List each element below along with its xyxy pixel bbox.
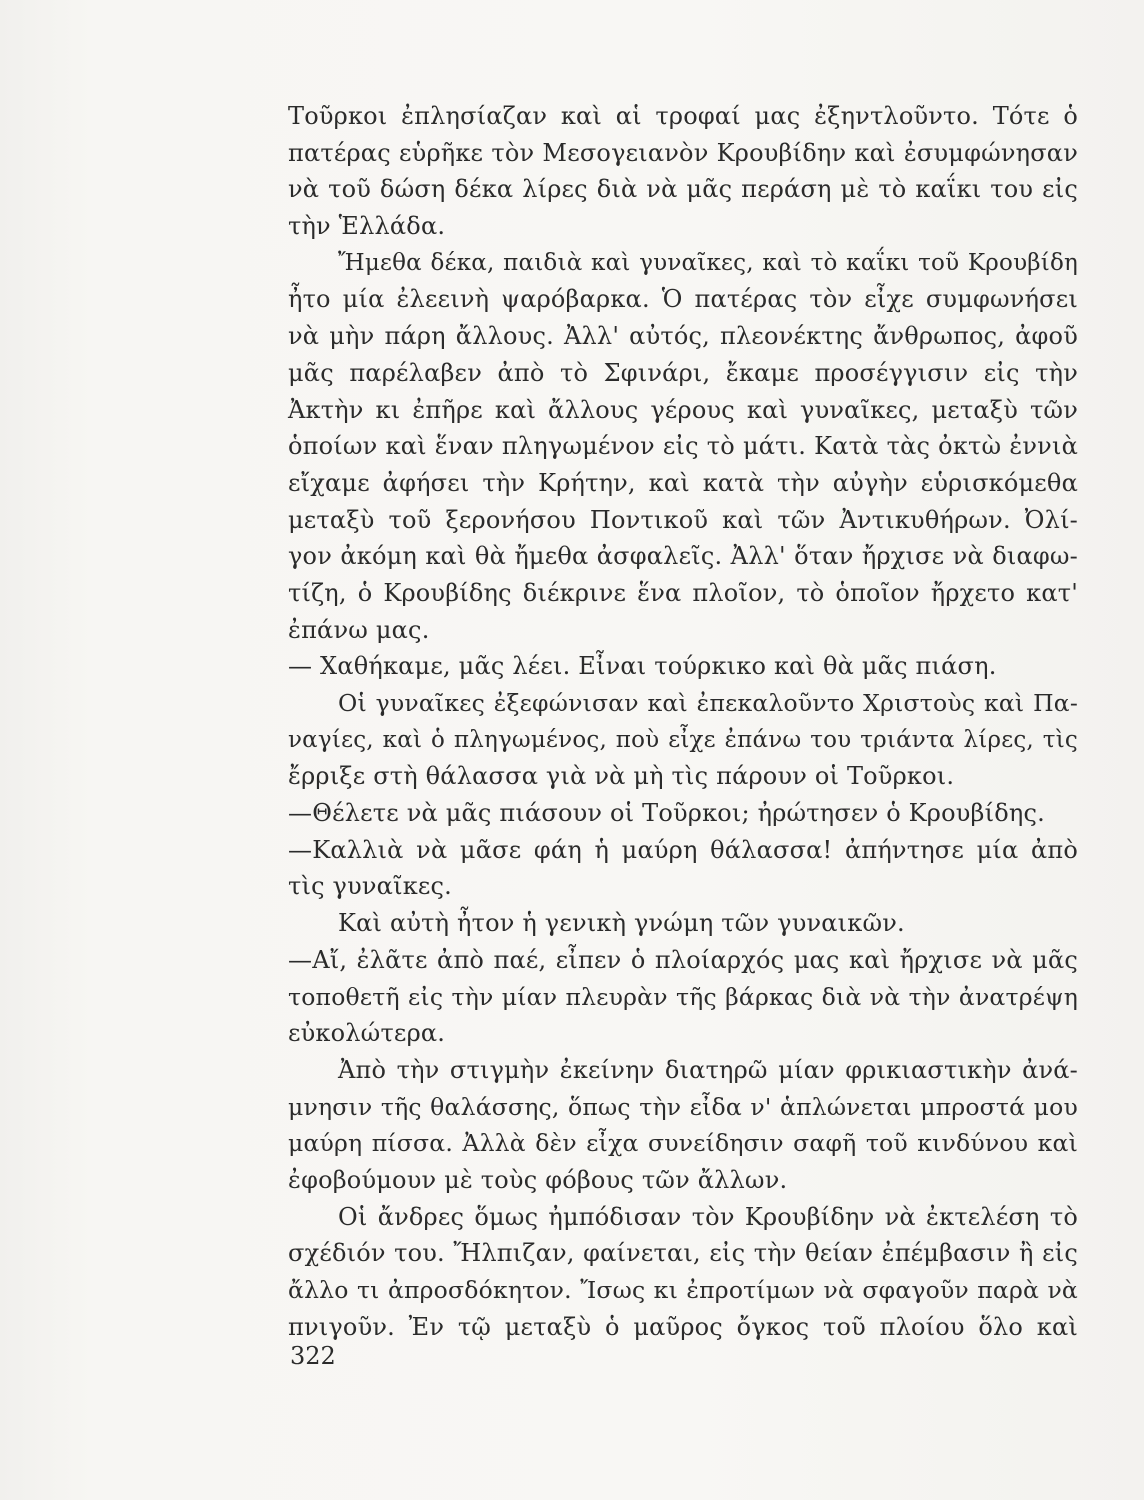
text-line: τίζη, ὁ Κρουβίδης διέκρινε ἕνα πλοῖον, τὸ ὁποῖον ἤρχετο κατ' (288, 578, 1078, 607)
text-line: ἦτο μία ἐλεεινὴ ψαρόβαρκα. Ὁ πατέρας τὸν εἶχε συμφωνήσει (288, 285, 1078, 314)
text-line: ναγίες, καὶ ὁ πληγωμένος, ποὺ εἶχε ἐπάνω του τριάντα λίρες, τὶς (288, 726, 1078, 753)
text-line: νὰ τοῦ δώση δέκα λίρες διὰ νὰ μᾶς περάση μὲ τὸ καΐκι του εἰς (288, 175, 1078, 204)
text-line: Τοῦρκοι ἐπλησίαζαν καὶ αἱ τροφαί μας ἐξηντλοῦντο. Τότε ὁ (288, 102, 1078, 130)
text-line: ὁποίων καὶ ἕναν πληγωμένον εἰς τὸ μάτι. Κατὰ τὰς ὀκτὼ ἐννιὰ (288, 432, 1078, 461)
text-line: — Χαθήκαμε, μᾶς λέει. Εἶναι τούρκικο καὶ θὰ μᾶς πιάση. (288, 652, 997, 681)
text-line: μνησιν τῆς θαλάσσης, ὅπως τὴν εἶδα ν' ἁπλώνεται μπροστά μου (288, 1092, 1078, 1121)
text-line: τοποθετῆ εἰς τὴν μίαν πλευρὰν τῆς βάρκας διὰ νὰ τὴν ἀνατρέψη (288, 982, 1078, 1011)
text-line: ἐφοβούμουν μὲ τοὺς φόβους τῶν ἄλλων. (288, 1165, 788, 1194)
text-line: πνιγοῦν. Ἐν τῷ μεταξὺ ὁ μαῦρος ὄγκος τοῦ πλοίου ὅλο καὶ (288, 1312, 1078, 1341)
text-line: Καὶ αὐτὴ ἦτον ἡ γενικὴ γνώμη τῶν γυναικῶν. (338, 909, 905, 938)
text-line: μᾶς παρέλαβεν ἀπὸ τὸ Σφινάρι, ἔκαμε προσέγγισιν εἰς τὴν (288, 358, 1078, 387)
page-number: 322 (290, 1342, 336, 1370)
text-line: τὴν Ἑλλάδα. (288, 212, 446, 241)
text-line: μαύρη πίσσα. Ἀλλὰ δὲν εἶχα συνείδησιν σαφῆ τοῦ κινδύνου καὶ (288, 1129, 1078, 1158)
text-line: εἴχαμε ἀφήσει τὴν Κρήτην, καὶ κατὰ τὴν αὐγὴν εὑρισκόμεθα (288, 468, 1078, 497)
text-line: ἐπάνω μας. (288, 615, 430, 644)
text-line: Ἀπὸ τὴν στιγμὴν ἐκείνην διατηρῶ μίαν φρικιαστικὴν ἀνά- (338, 1055, 1078, 1084)
text-line: Οἱ γυναῖκες ἐξεφώνισαν καὶ ἐπεκαλοῦντο Χριστοὺς καὶ Πα- (338, 689, 1078, 717)
text-line: εὐκολώτερα. (288, 1019, 446, 1048)
text-line: Ἀκτὴν κι ἐπῆρε καὶ ἄλλους γέρους καὶ γυναῖκες, μεταξὺ τῶν (288, 395, 1078, 424)
text-line: γον ἀκόμη καὶ θὰ ἤμεθα ἀσφαλεῖς. Ἀλλ' ὅταν ἤρχισε νὰ διαφω- (288, 542, 1078, 571)
text-line: τὶς γυναῖκες. (288, 872, 453, 901)
text-line: πατέρας εὑρῆκε τὸν Μεσογειανὸν Κρουβίδην καὶ ἐσυμφώνησαν (288, 138, 1078, 167)
page-body-text (288, 98, 1078, 1345)
text-line: —Καλλιὰ νὰ μᾶσε φάη ἡ μαύρη θάλασσα! ἀπήντησε μία ἀπὸ (288, 835, 1078, 864)
text-line: ἄλλο τι ἀπροσδόκητον. Ἴσως κι ἐπροτίμων νὰ σφαγοῦν παρὰ νὰ (288, 1276, 1078, 1304)
text-line: νὰ μὴν πάρη ἄλλους. Ἀλλ' αὐτός, πλεονέκτης ἄνθρωπος, ἀφοῦ (288, 322, 1078, 351)
text-line: ἔρριξε στὴ θάλασσα γιὰ νὰ μὴ τὶς πάρουν οἱ Τοῦρκοι. (288, 762, 955, 791)
text-line: Ἤμεθα δέκα, παιδιὰ καὶ γυναῖκες, καὶ τὸ καΐκι τοῦ Κρουβίδη (338, 249, 1078, 276)
text-line: —Θέλετε νὰ μᾶς πιάσουν οἱ Τοῦρκοι; ἠρώτησεν ὁ Κρουβίδης. (288, 799, 1045, 828)
text-line: σχέδιόν του. Ἤλπιζαν, φαίνεται, εἰς τὴν θείαν ἐπέμβασιν ἢ εἰς (288, 1239, 1078, 1268)
text-line: Οἱ ἄνδρες ὅμως ἠμπόδισαν τὸν Κρουβίδην νὰ ἐκτελέση τὸ (338, 1202, 1078, 1231)
text-line: —Αἴ, ἐλᾶτε ἀπὸ παέ, εἶπεν ὁ πλοίαρχός μας καὶ ἤρχισε νὰ μᾶς (288, 945, 1078, 974)
text-line: μεταξὺ τοῦ ξερονήσου Ποντικοῦ καὶ τῶν Ἀντικυθήρων. Ὀλί- (288, 505, 1078, 534)
